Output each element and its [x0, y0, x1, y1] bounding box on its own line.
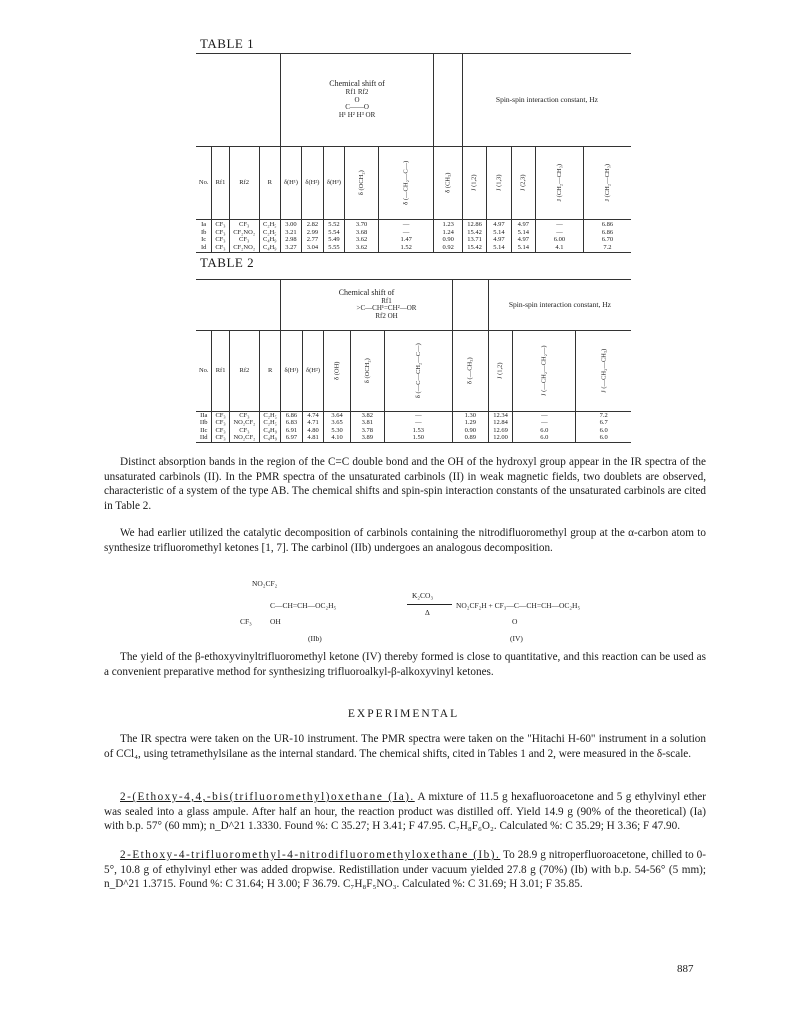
table-cell: 13.71 [467, 236, 482, 244]
table-cell: 1.52 [400, 243, 412, 251]
table-cell: 1.30 [464, 411, 477, 419]
table-cell: — [556, 221, 563, 229]
table-cell: — [415, 419, 422, 427]
column-header-label: δ (—CH₂—C—) [402, 161, 410, 206]
table-cell: 1.47 [400, 236, 412, 244]
table-cell: 2.99 [306, 228, 319, 236]
column-header-label: J (—CH₂—CH₃) [599, 348, 607, 393]
column-header [488, 330, 512, 411]
column-header [384, 330, 452, 411]
table-cell: C₄H₉ [263, 434, 277, 442]
table-cell: 6.0 [599, 434, 608, 442]
column-header [324, 330, 351, 411]
table-column-cells [576, 411, 631, 442]
table-cell: NO₂CF₂ [233, 434, 256, 442]
table-cell: C₄H₉ [262, 236, 277, 244]
table-cell: CF₃ [239, 236, 250, 244]
table-cell: 15.42 [467, 228, 482, 236]
table-cell: IIb [199, 419, 208, 427]
table-cell: IIa [200, 411, 208, 419]
table-cell: 3.68 [355, 228, 368, 236]
table-cell: 4.81 [307, 434, 319, 442]
table-column-cells [345, 220, 379, 253]
column-header-label: δ(H²) [305, 179, 320, 187]
table1-coupling-header: Spin-spin interaction constant, Hz [462, 54, 631, 147]
table-column-cells [487, 220, 511, 253]
table-cell: 6.86 [601, 228, 614, 236]
column-header-label: Rf1 [215, 179, 226, 187]
table-cell: 1.50 [412, 434, 425, 442]
table-cell: CF₃ [215, 228, 226, 236]
table-cell: C₄H₉ [262, 243, 277, 251]
table-column-cells [260, 411, 281, 442]
column-header-label: J (1,2) [496, 362, 504, 379]
table-cell: IId [199, 434, 208, 442]
table-cell: 5.52 [328, 221, 340, 229]
table-column-cells [462, 220, 486, 253]
table-column-cells [583, 220, 631, 253]
table-cell: 0.89 [464, 434, 477, 442]
table-cell: CF₃ [215, 243, 226, 251]
table-cell: 6.86 [601, 221, 614, 229]
table-cell: 5.14 [493, 243, 505, 251]
table-cell: 5.14 [517, 243, 529, 251]
table-cell: 12.69 [493, 426, 508, 434]
table-column-cells [259, 220, 280, 253]
table-cell: CF₂NO₂ [233, 228, 256, 236]
table-cell: 6.97 [285, 434, 298, 442]
column-header-label: δ (OCH₂) [357, 170, 365, 196]
table-cell: 6.0 [540, 434, 549, 442]
table-cell: 3.64 [331, 411, 343, 419]
table-cell: 3.00 [285, 221, 297, 229]
column-header [350, 330, 384, 411]
table-cell: 5.14 [517, 228, 529, 236]
table-cell: 4.1 [555, 243, 564, 251]
table-cell: Id [200, 243, 207, 251]
table-cell: 4.74 [307, 411, 319, 419]
table-cell: CF₃ [215, 236, 226, 244]
column-header [302, 146, 323, 220]
column-header [259, 146, 280, 220]
column-header [302, 330, 324, 411]
column-header [511, 146, 535, 220]
table-cell: 12.86 [467, 221, 482, 229]
table-cell: Ia [201, 221, 207, 229]
column-header-label: R [267, 179, 272, 187]
paragraph-compound-ib: 2-Ethoxy-4-trifluoromethyl-4-nitrodifluoromethyloxethane (Ib). To 28.9 g nitroperfluoroacetone, chilled to 0-5°, 10.8 g of ethylvinyl ether was added dropwise. Redistillation under vacuum yielded 27.8 g (70%) (Ib) with b.p. 54-56° (5 mm); n_D^21 1.3715. Found %: C 31.64; H 3.00; F 36.79. C₇H₈F₅NO₃. Calculated %: C 31.69; H 3.01; F 35.85. [104, 849, 706, 891]
table-cell: 4.80 [307, 426, 319, 434]
table-column-cells [378, 220, 433, 253]
table-cell: — [402, 221, 410, 229]
column-header-label: J (1,2) [470, 174, 478, 192]
column-header [434, 146, 463, 220]
table-cell: 5.54 [328, 228, 340, 236]
table-column-cells [212, 411, 229, 442]
table-cell: C₄H₉ [263, 426, 277, 434]
table-cell: C₂H₅ [263, 419, 277, 427]
column-header-label: No. [198, 366, 209, 374]
table-column-cells [452, 411, 488, 442]
table-column-cells [384, 411, 452, 442]
table-cell: 5.55 [328, 243, 340, 251]
column-header [212, 330, 229, 411]
table1-structure: Chemical shift of Rf1 Rf2 O C——O H¹ H² H³ OR [280, 54, 434, 147]
column-header [229, 330, 259, 411]
table-cell: 0.92 [442, 243, 454, 251]
table-column-cells [281, 411, 303, 442]
table-cell: 6.7 [599, 419, 608, 427]
table-cell: 2.82 [306, 221, 319, 229]
table-cell: Ic [201, 236, 207, 244]
reaction-scheme: NO₂CF₂ C—CH=CH—OC₂H₅ CF₃ OH K₂CO₃ Δ NO₂CF₂H + CF₃—C—CH=CH—OC₂H₅ O (IIb) (IV) [240, 579, 581, 643]
table-cell: 3.70 [355, 221, 368, 229]
column-header-label: δ (—C—CH₂—C—) [414, 343, 422, 399]
table-cell: 2.98 [285, 236, 297, 244]
column-header-label: R [267, 366, 273, 374]
table-cell: 3.62 [355, 236, 368, 244]
table-column-cells [323, 220, 344, 253]
paragraph-yield: The yield of the β-ethoxyvinyltrifluoromethyl ketone (IV) thereby formed is close to quantitative, and this reaction can be used as a convenient preparative method for synthesizing trifluoroalkyl-β-alkoxyvinyl ketones. [104, 651, 706, 678]
table-cell: CF₃ [239, 411, 250, 419]
paragraph-decomposition: We had earlier utilized the catalytic decomposition of carbinols containing the nitrodifluoromethyl group at the α-carbon atom to synthesize trifluoromethyl ketones [1, 7]. The carbinol (IIb) undergoes an analogous decomposition. [104, 527, 706, 554]
table-column-cells [324, 411, 351, 442]
table-cell: NO₂CF₂ [233, 419, 256, 427]
column-header-label: J (—CH₂—CH₂—) [540, 345, 548, 396]
table-cell: 1.23 [442, 221, 454, 229]
table-cell: 1.24 [442, 228, 454, 236]
compound-ib-name: 2-Ethoxy-4-trifluoromethyl-4-nitrodifluoromethyloxethane (Ib). [120, 849, 501, 861]
compound-ia-name: 2-(Ethoxy-4,4,-bis(trifluoromethyl)oxethane (Ia). [120, 791, 415, 803]
table-cell: 6.91 [285, 426, 298, 434]
table-cell: 1.53 [412, 426, 425, 434]
table-cell: 3.27 [285, 243, 297, 251]
paragraph-ir-pmr: Distinct absorption bands in the region of the C=C double bond and the OH of the hydroxyl group appear in the IR spectra of the unsaturated carbinols (II). In the PMR spectra of the unsaturated carbinols (II) in weak magnetic fields, two doublets are observed, characteristic of a system of the type AB. The chemical shifts and spin-spin interaction constants of the unsaturated carbinols are cited in Table 2. [104, 456, 706, 512]
column-header [323, 146, 344, 220]
column-header [212, 146, 229, 220]
table-cell: 3.65 [331, 419, 343, 427]
table-cell: C₂H₅ [262, 228, 277, 236]
table-column-cells [280, 220, 301, 253]
table-cell: 5.14 [493, 228, 505, 236]
table-cell: 12.84 [493, 419, 508, 427]
paragraph-instruments: The IR spectra were taken on the UR-10 instrument. The PMR spectra were taken on the "Hitachi H-60" instrument in a solution of CCl₄, using tetramethylsilane as the internal standard. The chemical shifts, cited in Tables 1 and 2, were measured in the δ-scale. [104, 733, 706, 760]
table-cell: 3.78 [361, 426, 374, 434]
column-header [280, 146, 301, 220]
table-cell: 3.81 [361, 419, 374, 427]
column-header-label: J (2,3) [519, 174, 527, 192]
table-cell: 0.90 [464, 426, 477, 434]
table-cell: 3.04 [306, 243, 319, 251]
table-column-cells [302, 411, 324, 442]
table-column-cells [488, 411, 512, 442]
table-cell: 6.70 [601, 236, 614, 244]
table-column-cells [511, 220, 535, 253]
table-column-cells [513, 411, 576, 442]
table-cell: 4.10 [331, 434, 343, 442]
column-header [576, 330, 631, 411]
table-cell: CF₃ [215, 411, 226, 419]
table-cell: — [541, 411, 548, 419]
table-cell: C₂H₅ [263, 411, 277, 419]
table-rows [196, 411, 631, 442]
table-cell: CF₃ [239, 426, 250, 434]
paragraph-compound-ia: 2-(Ethoxy-4,4,-bis(trifluoromethyl)oxethane (Ia). A mixture of 11.5 g hexafluoroacetone and 5 g ethylvinyl ether was sealed into a glass ampule. After half an hour, the reaction product was distilled off. Yield 14.9 g (90% of the theoretical) (Ia) with b.p. 57° (60 mm); n_D^21 1.3330. Found %: C 35.27; H 3.41; F 47.95. C₇H₈F₆O₂. Calculated %: C 35.29; H 3.36; F 47.90. [104, 791, 706, 833]
column-header [281, 330, 303, 411]
table-column-cells [302, 220, 323, 253]
table-cell: 6.0 [540, 426, 549, 434]
column-header [378, 146, 433, 220]
table-column-cells [434, 220, 463, 253]
table-column-cells [229, 220, 259, 253]
table-cell: 4.97 [517, 236, 529, 244]
table-cell: 6.86 [285, 411, 298, 419]
table-cell: 6.0 [599, 426, 608, 434]
table2-caption: TABLE 2 [200, 255, 255, 270]
table-column-cells [535, 220, 583, 253]
table-cell: 3.62 [355, 243, 368, 251]
table-column-cells [350, 411, 384, 442]
table-cell: CF₃ [239, 221, 250, 229]
table-cell: 6.83 [285, 419, 298, 427]
column-header-label: J (CH₂—CH₃) [603, 164, 611, 202]
table2-coupling-header: Spin-spin interaction constant, Hz [488, 280, 631, 331]
table-rows [196, 220, 631, 253]
column-header-label: Rf2 [239, 179, 250, 187]
column-header [513, 330, 576, 411]
table-cell: 12.00 [493, 434, 508, 442]
table-cell: 0.90 [442, 236, 454, 244]
page-number: 887 [677, 963, 694, 975]
column-header [462, 146, 486, 220]
table-cell: 5.49 [328, 236, 340, 244]
column-header-label: δ (OCH₂) [363, 358, 371, 384]
table-cell: — [541, 419, 548, 427]
column-header [260, 330, 281, 411]
column-header-label: No. [198, 179, 209, 187]
column-header-label: Rf2 [239, 366, 250, 374]
table-cell: 3.82 [361, 411, 374, 419]
experimental-heading: EXPERIMENTAL [347, 708, 460, 720]
table-cell: 6.00 [553, 236, 566, 244]
column-header-label: δ(H¹) [283, 179, 298, 187]
table-cell: CF₃ [215, 419, 226, 427]
column-header-label: δ (CH₃) [444, 172, 452, 194]
table1 [196, 53, 631, 253]
column-header [535, 146, 583, 220]
table-cell: 2.77 [306, 236, 319, 244]
table-column-cells [212, 220, 229, 253]
table-cell: CF₃ [215, 221, 226, 229]
reaction-arrow [407, 604, 452, 605]
table-cell: Ib [200, 228, 207, 236]
column-header [196, 330, 212, 411]
column-header-label: δ(H³) [326, 179, 341, 187]
column-header-label: δ(H¹) [284, 366, 299, 374]
table-cell: 1.29 [464, 419, 477, 427]
table-cell: CF₂NO₂ [233, 243, 256, 251]
column-header-label: δ (OH) [333, 361, 341, 380]
table-cell: 7.2 [603, 243, 612, 251]
column-header-label: δ(H²) [306, 366, 321, 374]
column-header [583, 146, 631, 220]
table-column-cells [196, 220, 212, 253]
table2-structure: Chemical shift of Rf1 >C—CH¹=CH²—OR Rf2 OH [281, 280, 453, 331]
table-column-cells [229, 411, 259, 442]
column-header-label: Rf1 [215, 366, 226, 374]
table-cell: — [402, 228, 410, 236]
column-header-label: δ (—CH₃) [466, 357, 474, 385]
table-cell: 3.89 [361, 434, 374, 442]
table-cell: — [556, 228, 563, 236]
table-cell: 3.21 [285, 228, 297, 236]
table-cell: 12.34 [493, 411, 508, 419]
table1-caption: TABLE 1 [200, 36, 255, 51]
table-cell: CF₃ [215, 426, 226, 434]
table-cell: 4.97 [493, 236, 505, 244]
table-cell: 4.97 [517, 221, 529, 229]
column-header [229, 146, 259, 220]
column-header-label: J (1,3) [495, 174, 503, 192]
table-column-cells [196, 411, 212, 442]
column-header [345, 146, 379, 220]
table-cell: 5.30 [331, 426, 343, 434]
column-header [452, 330, 488, 411]
table-cell: — [415, 411, 422, 419]
table-cell: 4.71 [307, 419, 319, 427]
table-cell: IIc [200, 426, 208, 434]
table-cell: 15.42 [467, 243, 482, 251]
column-header-label: J (CH₂—CH₃) [555, 164, 563, 202]
table2 [196, 279, 631, 443]
table-cell: 7.2 [599, 411, 608, 419]
table-cell: 4.97 [493, 221, 505, 229]
table-cell: CF₃ [215, 434, 226, 442]
column-header [487, 146, 511, 220]
table-cell: C₂H₅ [262, 221, 277, 229]
column-header [196, 146, 212, 220]
